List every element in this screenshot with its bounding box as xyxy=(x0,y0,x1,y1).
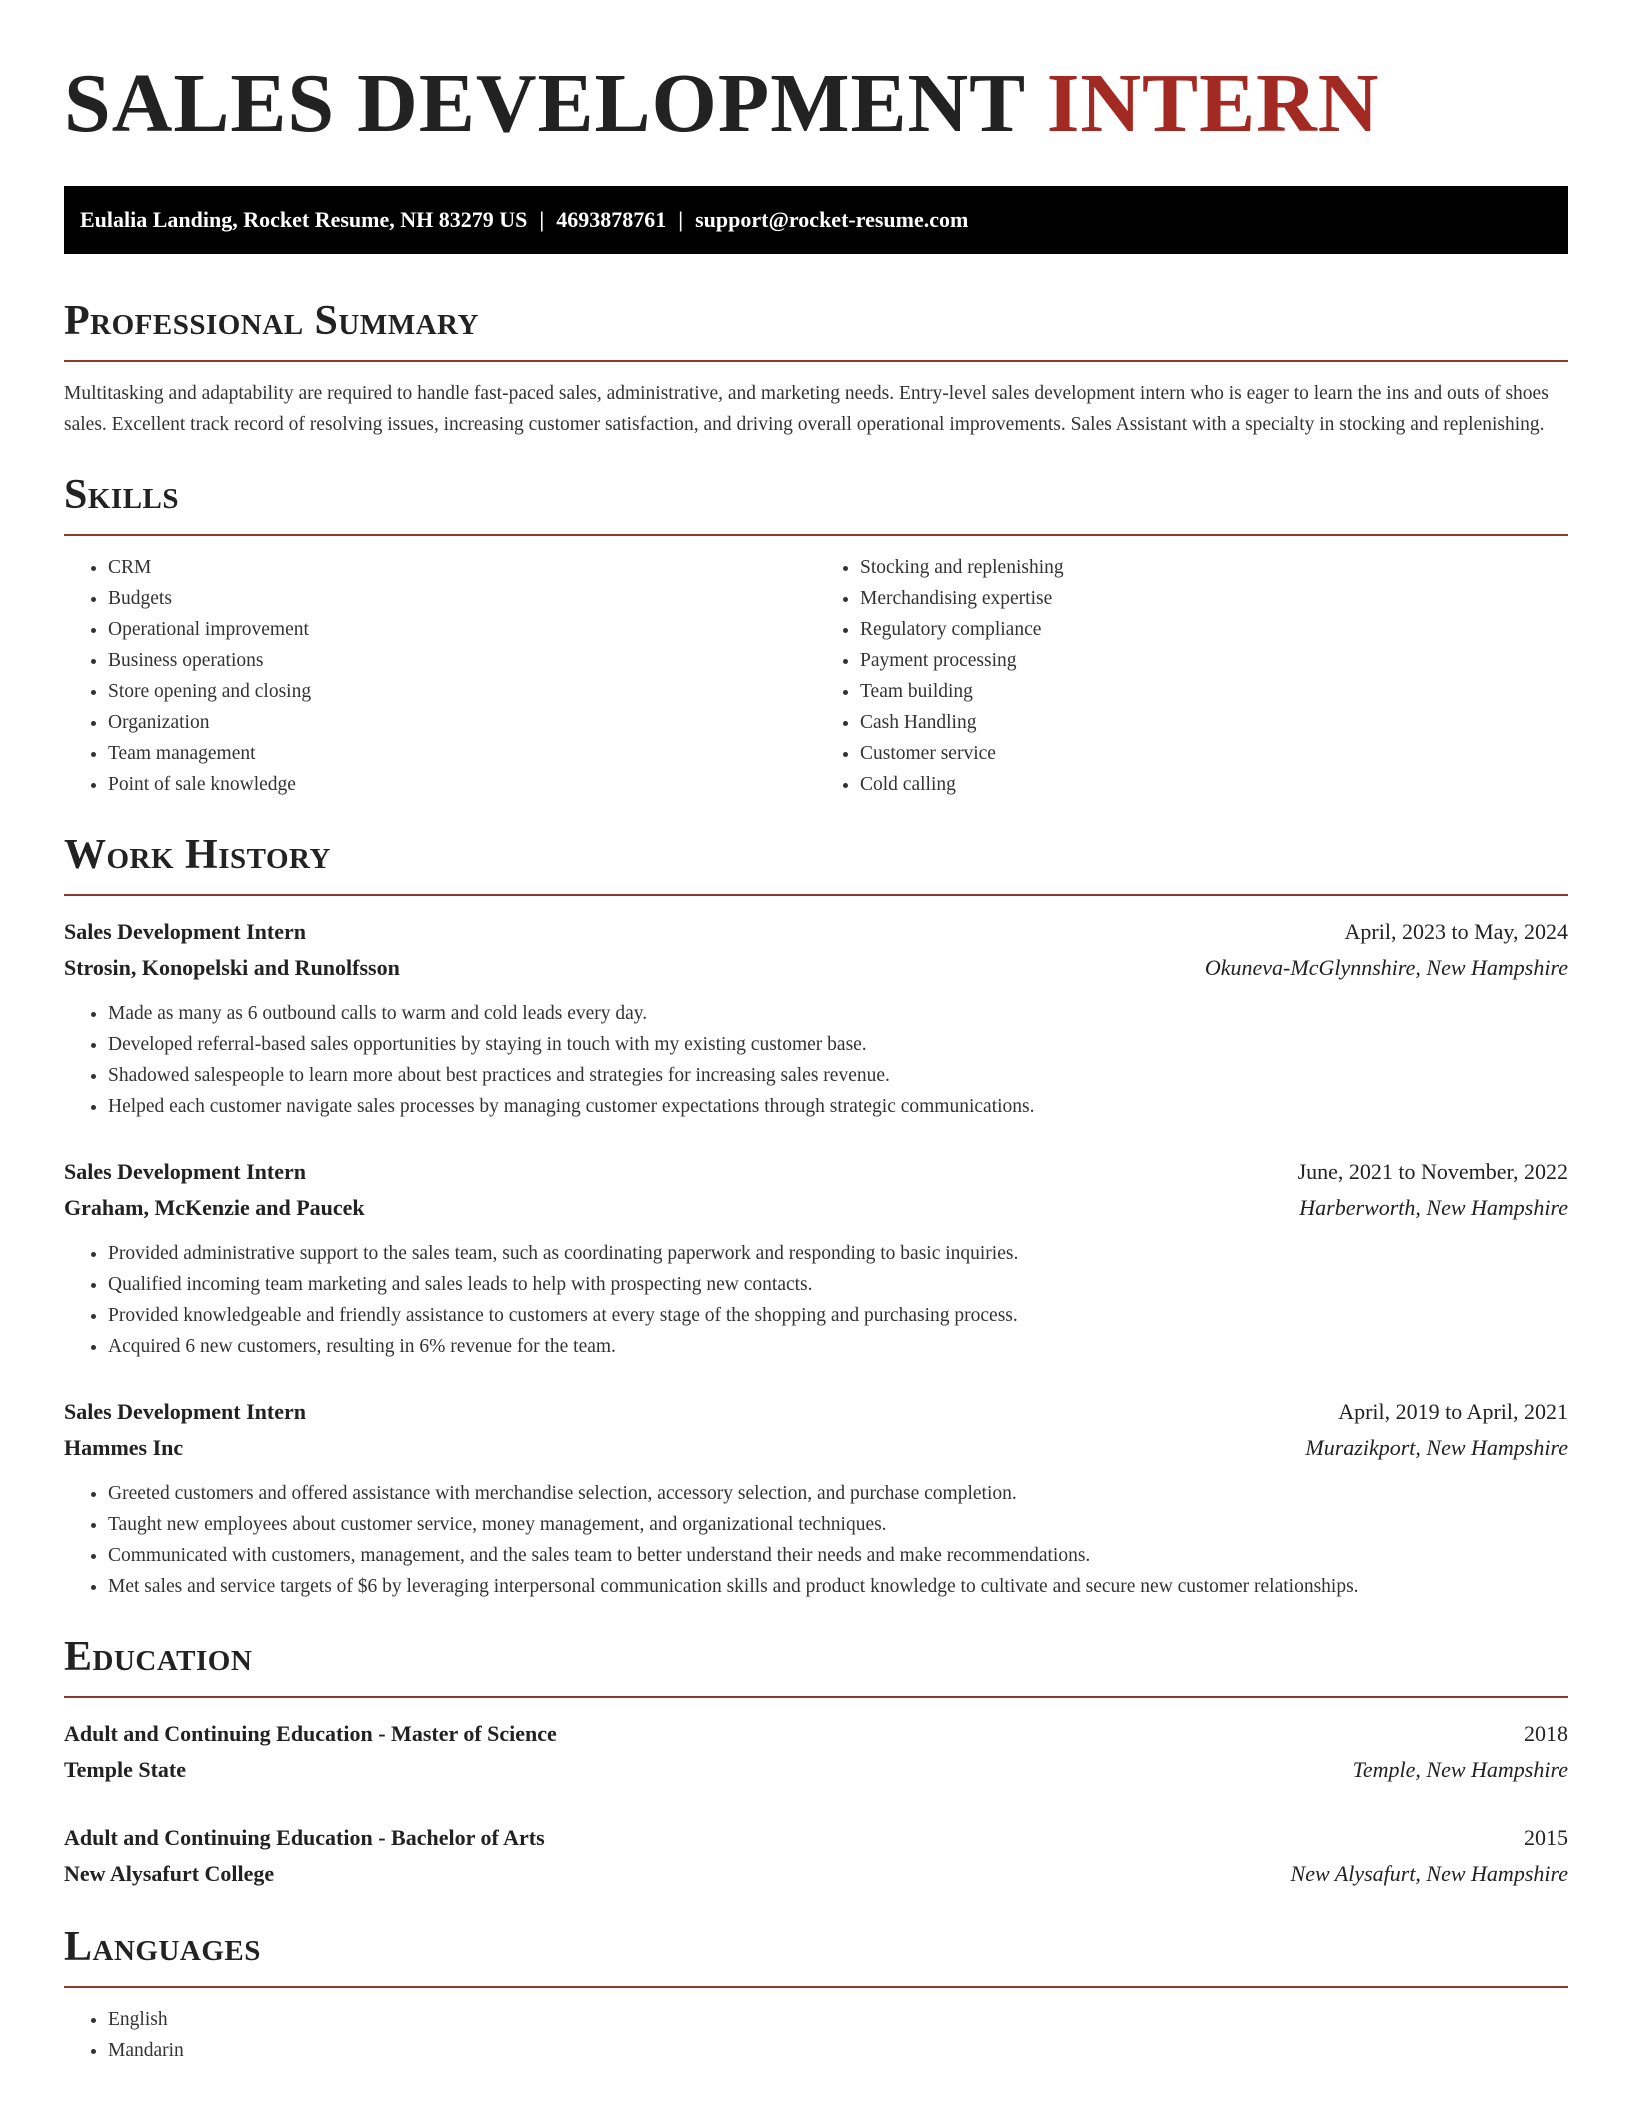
skills-grid xyxy=(64,552,1568,800)
skill-item: • Payment processing xyxy=(860,645,1568,676)
education-entry xyxy=(64,1820,1568,1892)
section-divider xyxy=(64,360,1568,362)
languages-list xyxy=(64,2004,1568,2066)
job-entry xyxy=(64,914,1568,1122)
job-bullets xyxy=(64,1478,1568,1602)
skill-item: • CRM xyxy=(108,552,816,583)
job-bullet: • Taught new employees about customer service, money management, and organizational techniques. xyxy=(108,1509,1568,1540)
job-dates: April, 2019 to April, 2021 xyxy=(1338,1399,1568,1424)
job-bullet: • Qualified incoming team marketing and sales leads to help with prospecting new contacts. xyxy=(108,1269,1568,1300)
summary-heading: Professional Summary xyxy=(64,298,479,344)
section-divider xyxy=(64,534,1568,536)
languages-heading: Languages xyxy=(64,1924,261,1970)
skill-item: • Regulatory compliance xyxy=(860,614,1568,645)
job-location: Murazikport, New Hampshire xyxy=(1305,1435,1568,1460)
skills-list-left xyxy=(64,552,816,800)
skill-item: • Budgets xyxy=(108,583,816,614)
skill-item: • Business operations xyxy=(108,645,816,676)
language-item: • English xyxy=(108,2004,1568,2035)
education-section xyxy=(64,1632,1568,1892)
education-year: 2015 xyxy=(1524,1825,1568,1850)
education-school: Temple State xyxy=(64,1757,187,1782)
job-entry xyxy=(64,1394,1568,1602)
education-entry xyxy=(64,1716,1568,1788)
job-bullet: • Developed referral-based sales opportunities by staying in touch with my existing customer base. xyxy=(108,1029,1568,1060)
work-history-heading: Work History xyxy=(64,832,331,878)
job-role: Sales Development Intern xyxy=(64,1159,306,1184)
job-location: Harberworth, New Hampshire xyxy=(1299,1195,1568,1220)
work-history-section xyxy=(64,830,1568,1602)
summary-text: Multitasking and adaptability are required to handle fast-paced sales, administrative, and marketing needs. Entry-level sales development intern who is eager to learn the ins and outs of shoes sales. Excellent track record of resolving issues, increasing customer satisfaction, and driving overall operational improvements. Sales Assistant with a specialty in stocking and replenishing. xyxy=(64,383,1549,435)
job-role: Sales Development Intern xyxy=(64,1399,306,1424)
section-divider xyxy=(64,1696,1568,1698)
job-bullet: • Communicated with customers, management, and the sales team to better understand their needs and make recommendations. xyxy=(108,1540,1568,1571)
job-bullet: • Greeted customers and offered assistance with merchandise selection, accessory selection, and purchase completion. xyxy=(108,1478,1568,1509)
contact-phone: 4693878761 xyxy=(556,207,667,232)
summary-section xyxy=(64,296,1568,440)
skills-list-right xyxy=(816,552,1568,800)
education-school: New Alysafurt College xyxy=(64,1861,275,1886)
job-dates: April, 2023 to May, 2024 xyxy=(1344,919,1568,944)
job-bullet: • Helped each customer navigate sales processes by managing customer expectations through strategic communications. xyxy=(108,1091,1568,1122)
skill-item: • Customer service xyxy=(860,738,1568,769)
skill-item: • Team building xyxy=(860,676,1568,707)
skills-heading: Skills xyxy=(64,472,180,518)
education-heading: Education xyxy=(64,1634,253,1680)
job-bullet: • Shadowed salespeople to learn more about best practices and strategies for increasing sales revenue. xyxy=(108,1060,1568,1091)
education-location: Temple, New Hampshire xyxy=(1352,1757,1568,1782)
job-bullet: • Provided administrative support to the sales team, such as coordinating paperwork and responding to basic inquiries. xyxy=(108,1238,1568,1269)
skill-item: • Point of sale knowledge xyxy=(108,769,816,800)
job-bullet: • Met sales and service targets of $6 by leveraging interpersonal communication skills and product knowledge to cultivate and secure new customer relationships. xyxy=(108,1571,1568,1602)
skill-item: • Operational improvement xyxy=(108,614,816,645)
skill-item: • Merchandising expertise xyxy=(860,583,1568,614)
job-company: Strosin, Konopelski and Runolfsson xyxy=(64,955,400,980)
education-location: New Alysafurt, New Hampshire xyxy=(1290,1861,1568,1886)
languages-section xyxy=(64,1922,1568,2066)
job-dates: June, 2021 to November, 2022 xyxy=(1297,1159,1568,1184)
job-entry xyxy=(64,1154,1568,1362)
job-bullet: • Provided knowledgeable and friendly assistance to customers at every stage of the shopping and purchasing process. xyxy=(108,1300,1568,1331)
title-main: SALES DEVELOPMENT xyxy=(64,57,1025,150)
skill-item: • Cold calling xyxy=(860,769,1568,800)
skill-item: • Stocking and replenishing xyxy=(860,552,1568,583)
contact-separator: | xyxy=(678,207,684,232)
job-bullets xyxy=(64,1238,1568,1362)
resume-title xyxy=(64,56,1568,152)
skill-item: • Organization xyxy=(108,707,816,738)
contact-email[interactable]: support@rocket-resume.com xyxy=(695,207,969,232)
education-degree: Adult and Continuing Education - Bachelor of Arts xyxy=(64,1825,545,1850)
section-divider xyxy=(64,1986,1568,1988)
job-company: Graham, McKenzie and Paucek xyxy=(64,1195,365,1220)
education-year: 2018 xyxy=(1524,1721,1568,1746)
skills-section xyxy=(64,470,1568,800)
job-location: Okuneva-McGlynnshire, New Hampshire xyxy=(1204,955,1568,980)
contact-bar xyxy=(64,186,1568,254)
job-role: Sales Development Intern xyxy=(64,919,306,944)
contact-separator: | xyxy=(539,207,545,232)
contact-address: Eulalia Landing, Rocket Resume, NH 83279 US xyxy=(80,207,528,232)
job-bullet: • Acquired 6 new customers, resulting in 6% revenue for the team. xyxy=(108,1331,1568,1362)
skill-item: • Team management xyxy=(108,738,816,769)
skill-item: • Cash Handling xyxy=(860,707,1568,738)
education-degree: Adult and Continuing Education - Master of Science xyxy=(64,1721,557,1746)
language-item: • Mandarin xyxy=(108,2035,1568,2066)
section-divider xyxy=(64,894,1568,896)
job-bullet: • Made as many as 6 outbound calls to warm and cold leads every day. xyxy=(108,998,1568,1029)
skill-item: • Store opening and closing xyxy=(108,676,816,707)
job-bullets xyxy=(64,998,1568,1122)
title-accent: INTERN xyxy=(1046,57,1380,150)
job-company: Hammes Inc xyxy=(64,1435,184,1460)
